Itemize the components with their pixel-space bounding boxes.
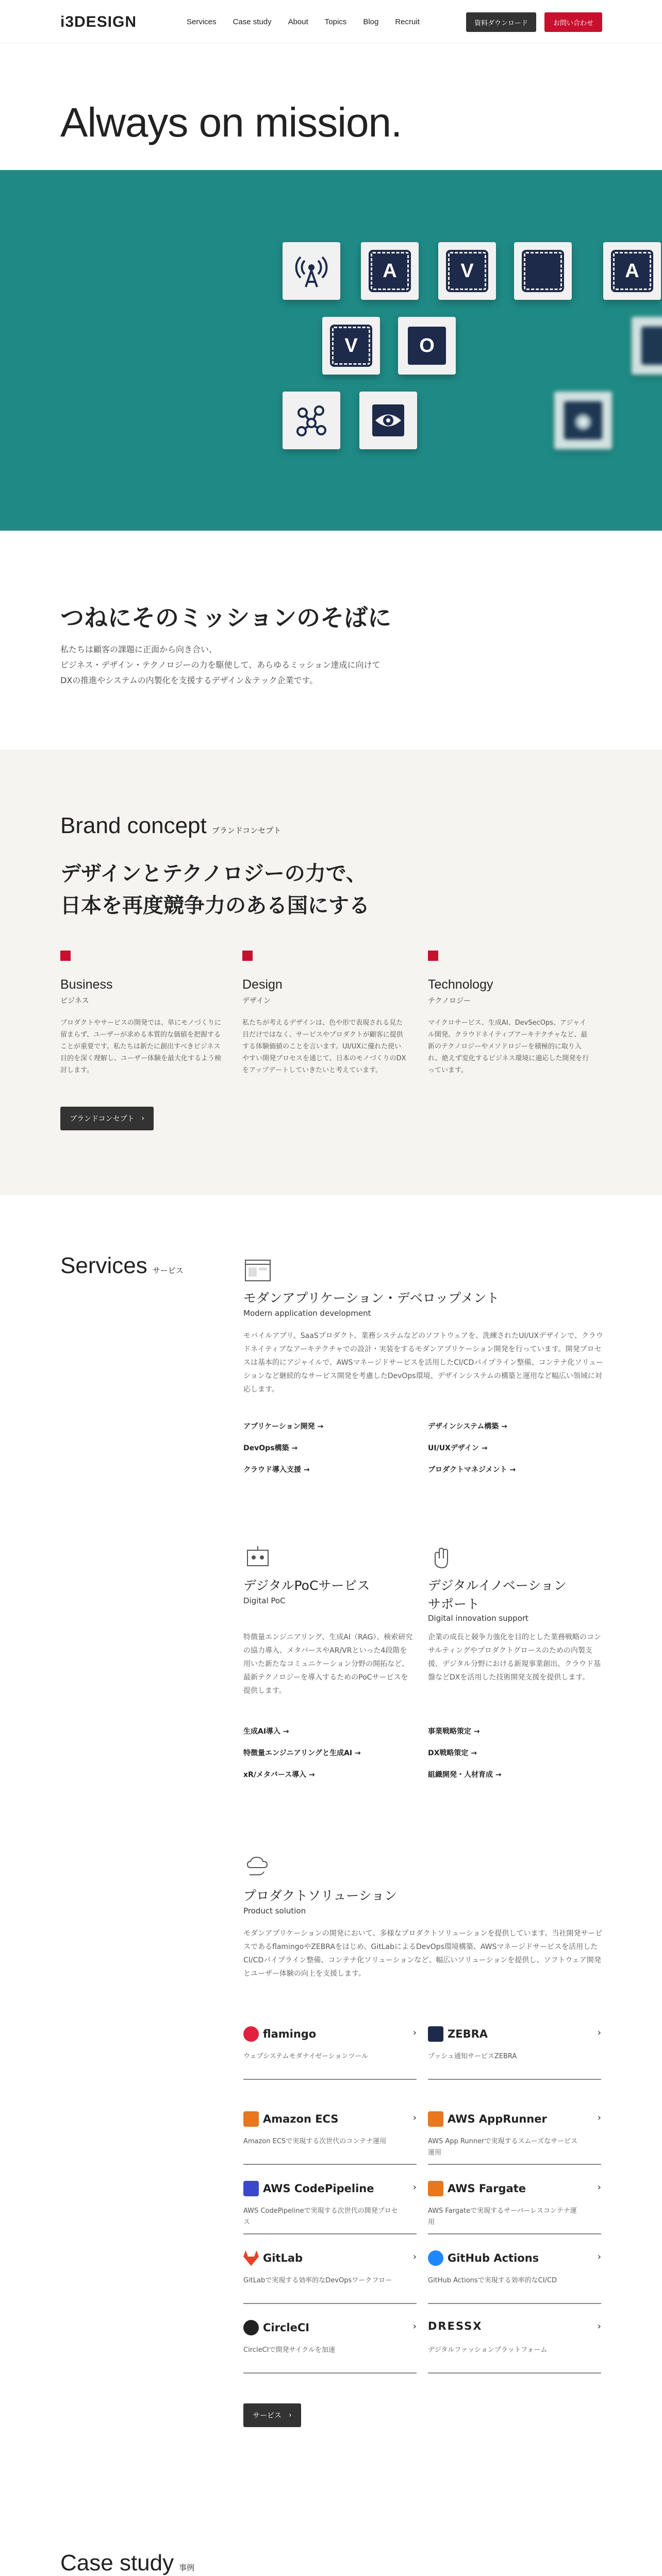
product-name-text: CircleCI (263, 2321, 310, 2334)
download-button[interactable]: 資料ダウンロード (466, 12, 536, 32)
nav-topics[interactable]: Topics (324, 18, 347, 26)
link-design-system[interactable]: デザインシステム構築 → (428, 1422, 507, 1431)
eye-icon-tile (359, 392, 417, 449)
arrow-right-icon: › (412, 2182, 417, 2193)
link-label: プロダクトマネジメント (428, 1466, 507, 1474)
product-card-dressx[interactable] (428, 2316, 601, 2374)
product-name (428, 2111, 547, 2127)
blurred-tile (632, 317, 662, 375)
link-label: 特徴量エンジニアリングと生成AI (243, 1749, 353, 1757)
aws-apprunner-logo-icon (428, 2111, 443, 2127)
antenna-icon-tile (283, 242, 340, 300)
product-name (243, 2181, 374, 2196)
nav-blog[interactable]: Blog (363, 18, 379, 26)
chip-a-icon: A (371, 252, 409, 290)
brand-card-sub: テクノロジー (428, 997, 471, 1005)
product-name (428, 2181, 526, 2196)
link-label: DX戦略策定 (428, 1749, 469, 1757)
arrow-right-icon: › (597, 2112, 601, 2123)
brand-heading-text: Brand concept (60, 813, 207, 838)
mission-line-3: DXの推進やシステムの内製化を支援するデザイン＆テック企業です。 (60, 675, 318, 685)
arrow-right-icon: › (597, 2027, 601, 2038)
aws-fargate-logo-icon (428, 2181, 443, 2196)
github-actions-logo-icon (428, 2250, 443, 2266)
arrow-right-icon: › (597, 2251, 601, 2262)
mission-line-1: 私たちは顧客の課題に正面から向き合い、 (60, 645, 218, 654)
chip-o-tile (398, 317, 456, 375)
product-desc: デジタルファッションプラットフォーム (428, 2346, 548, 2354)
brand-card-sub: デザイン (242, 997, 271, 1005)
blurred-eye-icon: ◉ (564, 401, 602, 439)
link-pm[interactable]: プロダクトマネジメント → (428, 1466, 516, 1474)
circleci-logo-icon (243, 2320, 259, 2335)
service-title-innovation-line-2: サポート (428, 1597, 480, 1612)
chip-v-tile (438, 242, 496, 300)
product-card-ecs[interactable] (243, 2107, 417, 2165)
link-app-dev[interactable]: アプリケーション開発 → (243, 1422, 324, 1431)
brand-card-desc: マイクロサービス、生成AI、DevSecOps、アジャイル開発、クラウドネイティブアーキテクチャなど、最新のテクノロジーやメソドロジーを積極的に取り入れ、絶えず変化するビジネス環境に適応した開発を行っています。 (428, 1019, 589, 1074)
brand-concept-button-label: ブランドコンセプト (70, 1115, 135, 1123)
service-en-poc: Digital PoC (243, 1596, 286, 1605)
nav-services[interactable]: Services (187, 18, 217, 26)
product-name-text: AWS Fargate (448, 2182, 526, 2195)
nav-about[interactable]: About (288, 18, 308, 26)
brand-card-title: Business (60, 977, 113, 992)
hand-icon (428, 1543, 457, 1572)
link-label: アプリケーション開発 (243, 1422, 315, 1431)
case-study-heading-text: Case study (60, 2550, 174, 2575)
service-title-product: プロダクトソリューション (243, 1888, 398, 1903)
service-title-poc: デジタルPoCサービス (243, 1578, 370, 1593)
service-title-innovation (428, 1575, 567, 1613)
product-card-zebra[interactable] (428, 2022, 601, 2080)
chip-icon-tile (514, 242, 572, 300)
hero-visual (0, 170, 662, 531)
arrow-right-icon: › (412, 2321, 417, 2332)
product-name-text: flamingo (263, 2028, 317, 2040)
brand-card-sub: ビジネス (60, 997, 89, 1005)
service-desc-innovation: 企業の成長と競争力強化を目的とした業務戦略のコンサルティングやプロダクトグロースのための内製支援、デジタル分野における新規事業創出、クラウド基盤などDXを活用した技術開発支援を提供します。 (428, 1633, 601, 1682)
product-desc: CircleCIで開発サイクルを加速 (243, 2346, 335, 2354)
network-icon-tile (283, 392, 340, 449)
services-heading (60, 1253, 184, 1279)
product-desc: プッシュ通知サービスZEBRA (428, 2053, 517, 2060)
nav-case-study[interactable]: Case study (233, 18, 272, 26)
product-card-gitlab[interactable] (243, 2246, 417, 2304)
product-name-text: GitLab (263, 2252, 303, 2264)
mission-line-2: ビジネス・デザイン・テクノロジーの力を駆使して、あらゆるミッション達成に向けて (60, 660, 380, 670)
product-desc: AWS Fargateで実現するサーバーレスコンテナ運用 (428, 2207, 577, 2226)
product-name-text: AWS AppRunner (448, 2113, 547, 2125)
service-desc-product: モダンアプリケーションの開発において、多様なプロダクトソリューションを提供しています。当社開発サービスであるflamingoやZEBRAをはじめ、GitLabによるDevOps環境構築、AWSマネージドサービスを活用したCI/CDパイプライン整備、コンテナ化ソリューションなど、幅広いソリューションを提供し、ソフトウェア開発とユーザー体験の向上を支援します。 (243, 1929, 603, 1978)
link-business-strategy[interactable]: 事業戦略策定 → (428, 1727, 480, 1736)
brand-card-business (60, 951, 225, 1076)
zebra-logo-icon (428, 2026, 443, 2042)
product-desc: Amazon ECSで実現する次世代のコンテナ運用 (243, 2138, 387, 2145)
antenna-icon (293, 253, 329, 289)
chip-a-icon-2: A (613, 252, 651, 290)
product-desc: ウェブシステムモダナイゼーションツール (243, 2053, 369, 2060)
case-study-heading (60, 2550, 194, 2576)
main-nav (187, 18, 420, 26)
product-desc: GitLabで実現する効率的なDevOpsワークフロー (243, 2277, 392, 2284)
brand-concept-button[interactable] (60, 1107, 154, 1130)
aws-codepipeline-logo-icon (243, 2181, 259, 2196)
cloud-hand-icon (243, 1852, 272, 1881)
blurred-eye-tile (554, 392, 612, 449)
brand-lead-line-2: 日本を再度競争力のある国にする (60, 894, 370, 918)
brand-card-title: Technology (428, 977, 493, 992)
eye-icon (370, 402, 406, 438)
link-label: 事業戦略策定 (428, 1727, 471, 1736)
services-button-label: サービス (253, 2412, 282, 2420)
link-label: デザインシステム構築 (428, 1422, 499, 1431)
brand-lead-line-1: デザインとテクノロジーの力で、 (60, 862, 367, 886)
mission-title: つねにそのミッションのそばに (60, 604, 392, 632)
link-dx-strategy[interactable]: DX戦略策定 → (428, 1749, 477, 1757)
product-card-circleci[interactable] (243, 2316, 417, 2374)
service-en-product: Product solution (243, 1906, 306, 1916)
chip-v-icon: V (448, 252, 486, 290)
brand-card-desc: プロダクトやサービスの開発では、単にモノづくりに留まらず、ユーザーが求める本質的な価値を把握することが重要です。私たちは新たに創出すべきビジネス目的を深く理解し、ユーザー体験を最大化するよう検討します。 (60, 1019, 222, 1074)
link-cloud[interactable]: クラウド導入支援 → (243, 1466, 310, 1474)
product-card-github-actions[interactable] (428, 2246, 601, 2304)
product-name (243, 2111, 339, 2127)
services-button[interactable] (243, 2403, 301, 2427)
brand-lead (60, 858, 370, 922)
brand-card-design (242, 951, 407, 1076)
link-uiux[interactable]: UI/UXデザイン → (428, 1444, 488, 1452)
product-desc: AWS CodePipelineで実現する次世代の開発プロセス (243, 2207, 398, 2226)
link-label: クラウド導入支援 (243, 1466, 301, 1474)
arrow-right-icon: › (412, 2027, 417, 2038)
network-icon (293, 402, 329, 438)
flamingo-logo-icon (243, 2026, 259, 2042)
link-label: 生成AI導入 (243, 1727, 281, 1736)
hero-title: Always on mission. (60, 99, 402, 145)
link-gen-ai[interactable]: 生成AI導入 → (243, 1727, 289, 1736)
arrow-right-icon: › (597, 2321, 601, 2332)
product-desc: AWS App Runnerで実現するスムーズなサービス運用 (428, 2138, 578, 2157)
brand-card-title: Design (242, 977, 283, 992)
chip-v-icon-2: V (332, 327, 370, 365)
product-name-text: DRESSX (428, 2320, 483, 2332)
chip-icon (524, 252, 562, 290)
service-en-modern: Modern application development (243, 1309, 371, 1318)
browser-window-icon (243, 1257, 272, 1286)
services-heading-sub: サービス (152, 1266, 184, 1275)
arrow-right-icon: › (597, 2182, 601, 2193)
link-label: UI/UXデザイン (428, 1444, 479, 1452)
link-label: xR/メタバース導入 (243, 1771, 307, 1779)
product-name (243, 2026, 316, 2042)
link-xr[interactable]: xR/メタバース導入 → (243, 1771, 315, 1779)
product-name (243, 2320, 309, 2335)
product-name (428, 2026, 488, 2042)
arrow-right-icon: › (289, 2411, 292, 2419)
blurred-icon (641, 327, 662, 365)
nav-recruit[interactable]: Recruit (395, 18, 420, 26)
brand-heading (60, 813, 281, 839)
brand-card-desc: 私たちが考えるデザインは、色や形で表現される見た目だけではなく、サービスやプロダクトが顧客に提供する体験価値のことを言います。UI/UXに優れた使いやすい開発プロセスを通じて、日本のモノづくりのDXをアップデートしていきたいと考えています。 (242, 1019, 406, 1074)
accent-square (242, 951, 253, 961)
chip-a-tile (361, 242, 419, 300)
product-name (428, 2320, 482, 2332)
link-devops[interactable]: DevOps構築 → (243, 1444, 298, 1452)
link-feature-eng[interactable]: 特徴量エンジニアリングと生成AI → (243, 1749, 361, 1757)
site-header (0, 0, 662, 43)
arrow-right-icon: › (141, 1114, 145, 1123)
chip-o-icon: O (408, 327, 446, 365)
brand-heading-sub: ブランドコンセプト (211, 826, 282, 835)
arrow-right-icon: › (412, 2112, 417, 2123)
chip-v-tile-2 (322, 317, 380, 375)
accent-square (428, 951, 438, 961)
service-title-innovation-line-1: デジタルイノベーション (428, 1578, 567, 1593)
link-label: 組織開発・人材育成 (428, 1771, 493, 1779)
service-title-modern: モダンアプリケーション・デベロップメント (243, 1291, 500, 1306)
service-desc-modern: モバイルアプリ、SaaSプロダクト、業務システムなどのソフトウェアを、洗練されたUI/UXデザインで、クラウドネイティブなアーキテクチャでの設計・実装をするモダンアプリケーション開発を行っています。開発プロセスは基本的にアジャイルで、AWSマネージドサービスを活用したCI/CDパイプライン整備、コンテナ化ソリューションなど継続的なサービス開発を考慮したDevOps環境、デザインシステムの構築と運用など幅広い領域に対応します。 (243, 1332, 604, 1394)
mission-text (60, 642, 524, 688)
product-name-text: AWS CodePipeline (263, 2182, 374, 2195)
contact-button[interactable]: お問い合わせ (544, 12, 602, 32)
accent-square (60, 951, 71, 961)
product-name-text: ZEBRA (448, 2028, 488, 2040)
services-heading-text: Services (60, 1253, 147, 1278)
product-desc: GitHub Actionsで実現する効率的なCI/CD (428, 2277, 557, 2284)
link-label: DevOps構築 (243, 1444, 289, 1452)
robot-icon (243, 1543, 272, 1572)
product-card-apprunner[interactable] (428, 2107, 601, 2165)
site-logo[interactable]: i3DESIGN (60, 13, 137, 30)
service-desc-poc: 特徴量エンジニアリング、生成AI（RAG）、検索研究の協力導入、メタバースやAR/VRといった4段階を用いた新たなコミュニケーション分野の開拓など、最新テクノロジーを導入するためのPoCサービスを提供します。 (243, 1633, 413, 1695)
product-card-codepipeline[interactable] (243, 2177, 417, 2234)
gitlab-logo-icon (243, 2250, 259, 2266)
link-org-dev[interactable]: 組織開発・人材育成 → (428, 1771, 502, 1779)
brand-card-technology (428, 951, 593, 1076)
product-name (428, 2250, 539, 2266)
product-card-fargate[interactable] (428, 2177, 601, 2234)
product-name (243, 2250, 303, 2266)
product-name-text: Amazon ECS (263, 2113, 339, 2125)
product-name-text: GitHub Actions (448, 2252, 539, 2264)
product-card-flamingo[interactable] (243, 2022, 417, 2080)
case-study-heading-sub: 事例 (179, 2563, 195, 2572)
service-en-innovation: Digital innovation support (428, 1614, 528, 1623)
aws-ecs-logo-icon (243, 2111, 259, 2127)
arrow-right-icon: › (412, 2251, 417, 2262)
chip-a-tile-2 (603, 242, 661, 300)
